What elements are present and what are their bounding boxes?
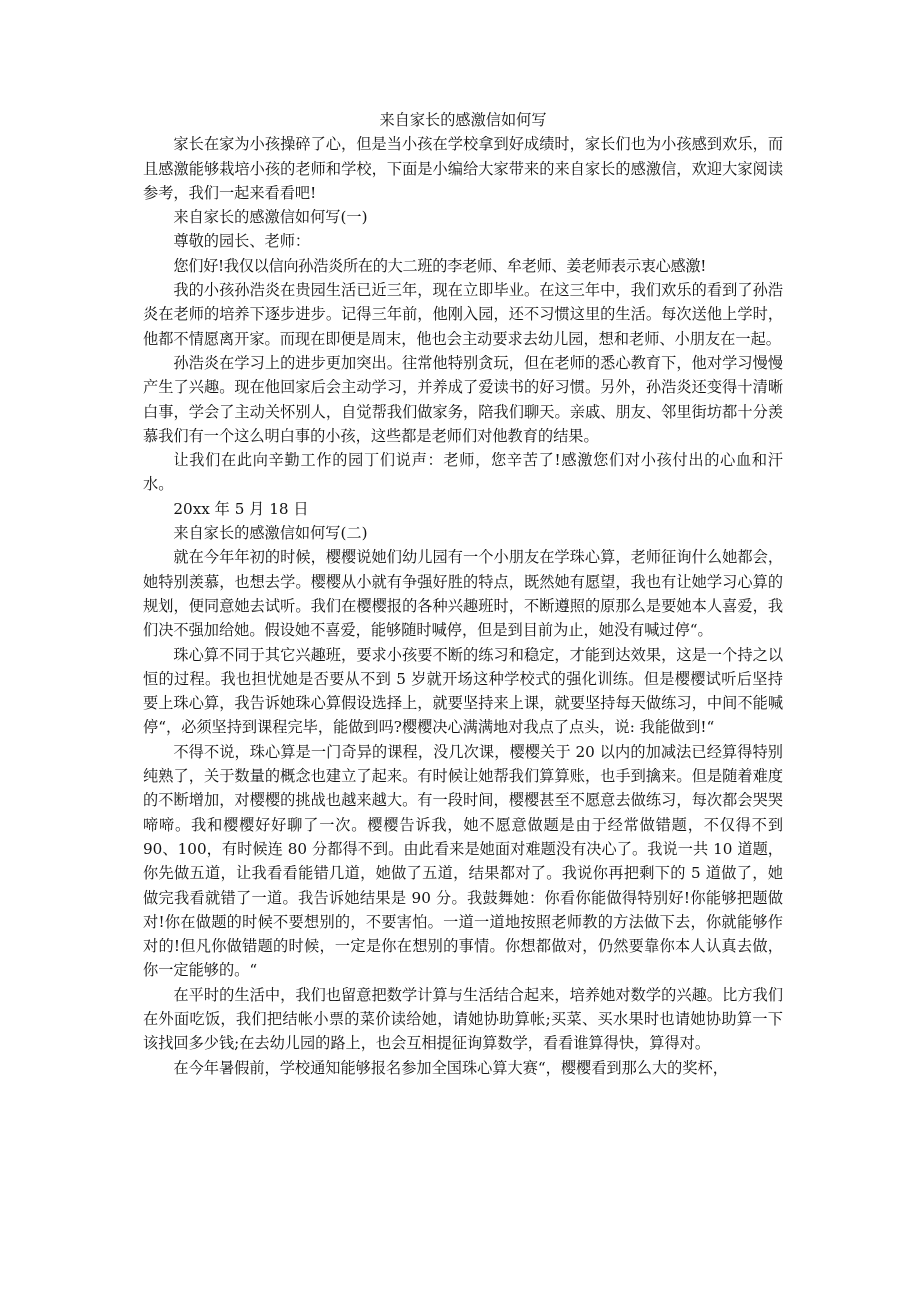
paragraph-body: 孙浩炎在学习上的进步更加突出。往常他特别贪玩，但在老师的悉心教育下，他对学习慢慢产生了兴趣。现在他回家后会主动学习，并养成了爱读书的好习惯。另外，孙浩炎还变得十清晰白事，学会了主动关怀别人，自觉帮我们做家务，陪我们聊天。亲戚、朋友、邻里街坊都十分羡慕我们有一个这么明白事的小孩，这些都是老师们对他教育的结果。: [143, 353, 783, 445]
paragraph-body: 让我们在此向辛勤工作的园丁们说声：老师，您辛苦了!感激您们对小孩付出的心血和汗水。: [143, 451, 783, 494]
paragraph-body: 不得不说，珠心算是一门奇异的课程，没几次课，樱樱关于 20 以内的加减法已经算得特别纯熟了，关于数量的概念也建立了起来。有时候让她帮我们算算账，也手到擒来。但是随着难度的不断增加，对樱樱的挑战也越来越大。有一段时间，樱樱甚至不愿意去做练习，每次都会哭哭啼啼。我和樱樱好好聊了一次。樱樱告诉我，她不愿意做题是由于经常做错题，不仅得不到 90、100，有时候连 80 分都得不到。由此看来是她面对难题没有决心了。我说一共 10 道题，你先做五道，让我看看能错几道，她做了五道，结果都对了。我说你再把剩下的 5 道做了，她做完我看就错了一道。我告诉她结果是 90 分。我鼓舞她：你看你能做得特别好!你能够把题做对!你在做题的时候不要想别的，不要害怕。一道一道地按照老师教的方法做下去，你就能够作对的!但凡你做错题的时候，一定是你在想别的事情。你想都做对，仍然要靠你本人认真去做，你一定能够的。“: [143, 742, 783, 980]
paragraph-body: 就在今年年初的时候，樱樱说她们幼儿园有一个小朋友在学珠心算，老师征询什么她都会，她特别羡慕，也想去学。樱樱从小就有争强好胜的特点，既然她有愿望，我也有让她学习心算的规划，便同意她去试听。我们在樱樱报的各种兴趣班时，不断遵照的原那么是要她本人喜爱，我们决不强加给她。假设她不喜爱，能够随时喊停，但是到目前为止，她没有喊过停“。: [143, 548, 783, 640]
section-heading-one: 来自家长的感激信如何写(一): [173, 208, 368, 227]
paragraph-body: 在今年暑假前，学校通知能够报名参加全国珠心算大赛“，樱樱看到那么大的奖杯，: [173, 1058, 728, 1077]
paragraph-greeting: 您们好!我仅以信向孙浩炎所在的大二班的李老师、牟老师、姜老师表示衷心感激!: [173, 256, 707, 275]
section-heading-two: 来自家长的感激信如何写(二): [173, 524, 368, 543]
letter-salutation: 尊敬的园长、老师：: [173, 232, 311, 251]
paragraph-body: 在平时的生活中，我们也留意把数学计算与生活结合起来，培养她对数学的兴趣。比方我们在外面吃饭，我们把结帐小票的菜价读给她，请她协助算帐;买菜、买水果时也请她协助算一下该找回多少钱;在去幼儿园的路上，也会互相提征询算数学，看看谁算得快，算得对。: [143, 985, 783, 1053]
paragraph-body: 我的小孩孙浩炎在贵园生活已近三年，现在立即毕业。在这三年中，我们欢乐的看到了孙浩炎在老师的培养下逐步进步。记得三年前，他刚入园，还不习惯这里的生活。每次送他上学时，他都不情愿离开家。而现在即便是周末，他也会主动要求去幼儿园，想和老师、小朋友在一起。: [143, 281, 783, 348]
document-title: 来自家长的感激信如何写: [379, 111, 547, 129]
paragraph-intro: 家长在家为小孩操碎了心，但是当小孩在学校拿到好成绩时，家长们也为小孩感到欢乐，而且感激能够栽培小孩的老师和学校，下面是小编给大家带来的来自家长的感激信，欢迎大家阅读参考，我们一起来看看吧!: [143, 135, 783, 202]
letter-date: 20xx 年 5 月 18 日: [173, 499, 309, 518]
paragraph-body: 珠心算不同于其它兴趣班，要求小孩要不断的练习和稳定，才能到达效果，这是一个持之以恒的过程。我也担忧她是否要从不到 5 岁就开场这种学校式的强化训练。但是樱樱试听后坚持要上珠心算，我告诉她珠心算假设选择上，就要坚持来上课，就要坚持每天做练习，中间不能喊停“，必须坚持到课程完毕，能做到吗?樱樱决心满满地对我点了点头，说: 我能做到!“: [143, 645, 783, 737]
document-body: [143, 108, 783, 1080]
